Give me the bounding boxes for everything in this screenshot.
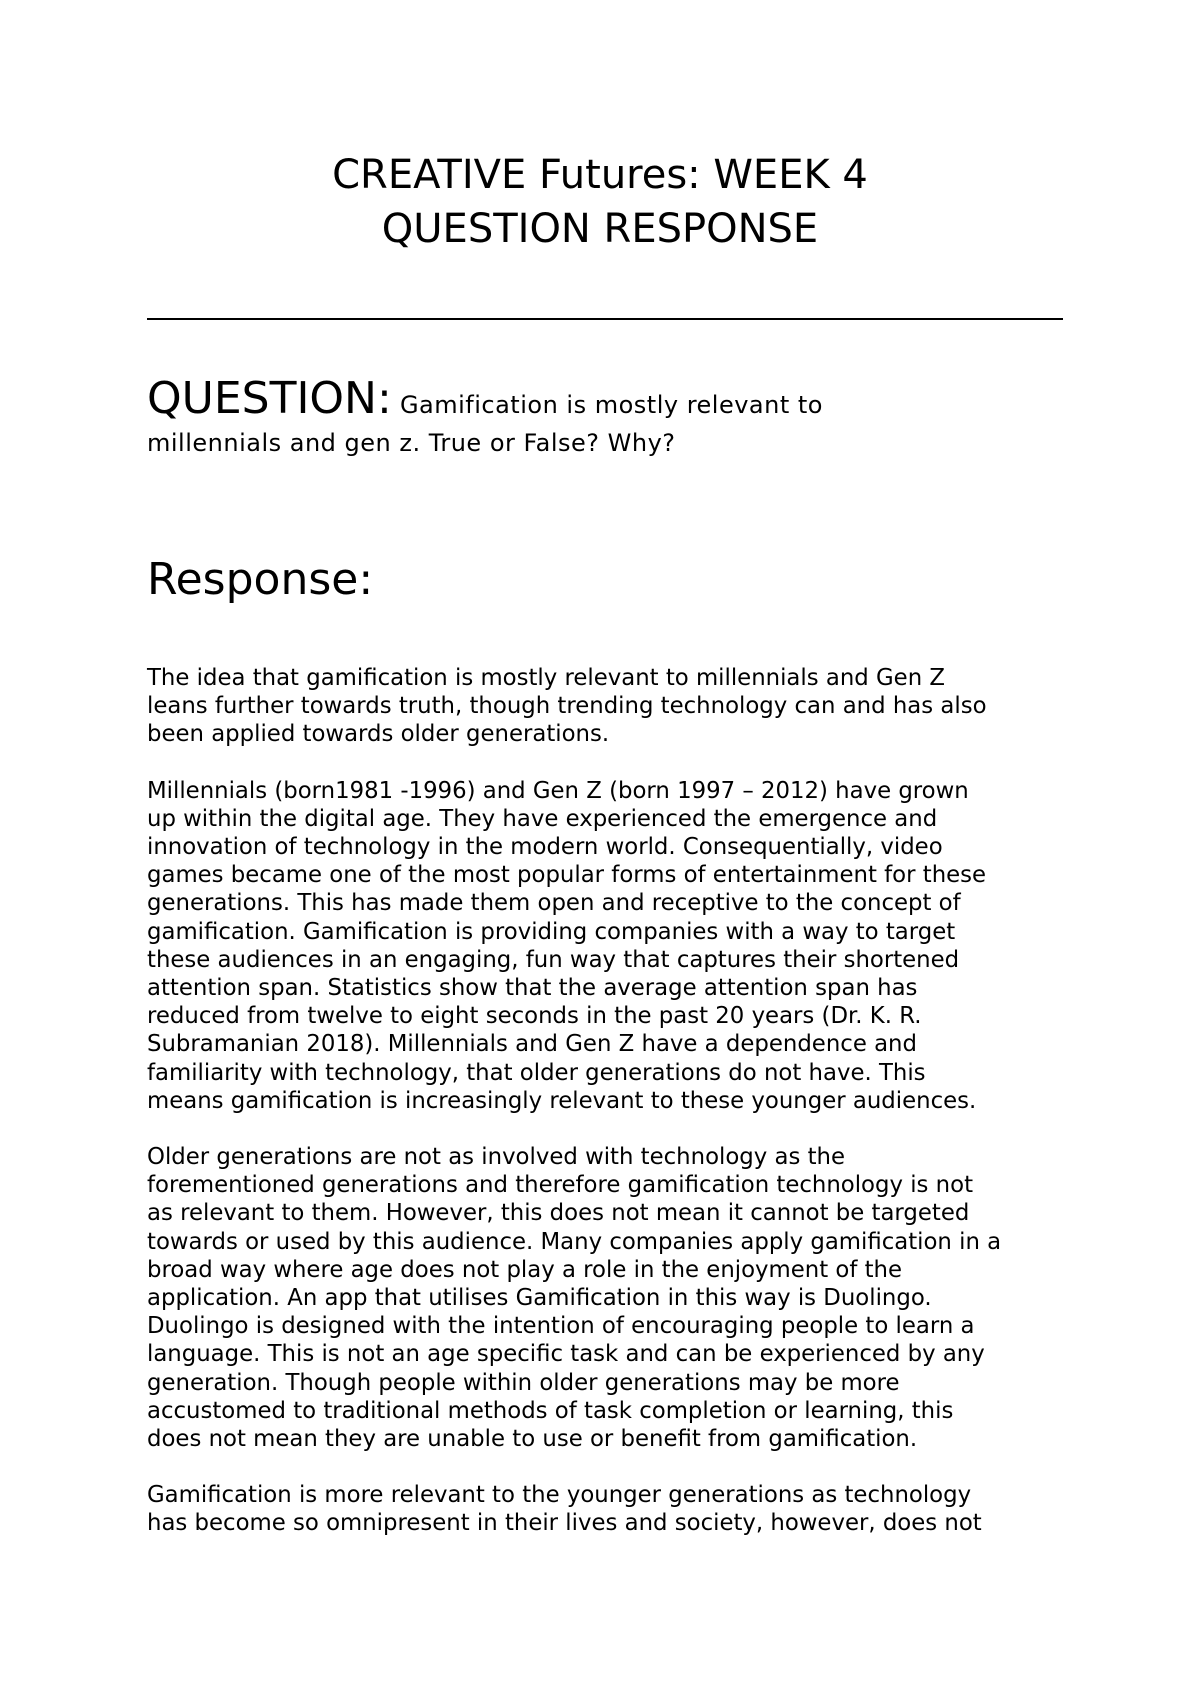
text-line: towards or used by this audience. Many companies apply gamification in a [147,1228,1002,1255]
text-line: broad way where age does not play a role in the enjoyment of the [147,1256,903,1283]
text-line: innovation of technology in the modern world. Consequentially, video [147,834,943,861]
document-title [120,148,1080,256]
question-label: QUESTION: [147,373,392,424]
text-line: familiarity with technology, that older generations do not have. This [147,1059,926,1086]
text-line: Millennials (born1981 -1996) and Gen Z (born 1997 – 2012) have grown [147,777,969,804]
text-line: means gamification is increasingly relevant to these younger audiences. [147,1087,977,1114]
text-line: gamification. Gamification is providing companies with a way to target [147,918,956,945]
text-line: forementioned generations and therefore gamification technology is not [147,1172,974,1199]
text-line: games became one of the most popular forms of entertainment for these [147,862,987,889]
paragraph [147,1143,1077,1453]
text-line: Duolingo is designed with the intention of encouraging people to learn a [147,1313,975,1340]
text-line: Older generations are not as involved with technology as the [147,1144,846,1171]
title-line: CREATIVE Futures: WEEK 4 [332,152,868,198]
text-line: has become so omnipresent in their lives and society, however, does not [147,1510,982,1537]
text-line: as relevant to them. However, this does not mean it cannot be targeted [147,1200,970,1227]
text-line: leans further towards truth, though trending technology can and has also [147,693,987,720]
question-block [147,373,1077,462]
text-line: The idea that gamification is mostly relevant to millennials and Gen Z [147,665,946,691]
text-line: generations. This has made them open and receptive to the concept of [147,890,961,917]
text-line: up within the digital age. They have experienced the emergence and [147,805,938,832]
paragraph [147,664,1077,749]
text-line: generation. Though people within older generations may be more [147,1369,900,1396]
text-line: application. An app that utilises Gamification in this way is Duolingo. [147,1285,932,1312]
paragraph [147,777,1077,1115]
text-line: these audiences in an engaging, fun way that captures their shortened [147,946,960,973]
text-line: does not mean they are unable to use or benefit from gamification. [147,1426,918,1453]
response-heading: Response: [147,554,374,605]
text-line: Subramanian 2018). Millennials and Gen Z have a dependence and [147,1031,917,1058]
text-line: accustomed to traditional methods of task completion or learning, this [147,1397,954,1424]
text-line: reduced from twelve to eight seconds in the past 20 years (Dr. K. R. [147,1003,922,1030]
text-line: attention span. Statistics show that the average attention span has [147,975,918,1002]
text-line: been applied towards older generations. [147,721,610,748]
text-line: Gamification is more relevant to the younger generations as technology [147,1482,972,1509]
text-line: language. This is not an age specific task and can be experienced by any [147,1341,985,1368]
paragraph [147,1481,1077,1537]
title-line: QUESTION RESPONSE [381,206,819,252]
question-text: Gamification is mostly relevant to [399,391,823,419]
question-text-continued: millennials and gen z. True or False? Why? [147,429,676,457]
horizontal-divider [147,318,1063,320]
response-body [147,664,1077,1566]
